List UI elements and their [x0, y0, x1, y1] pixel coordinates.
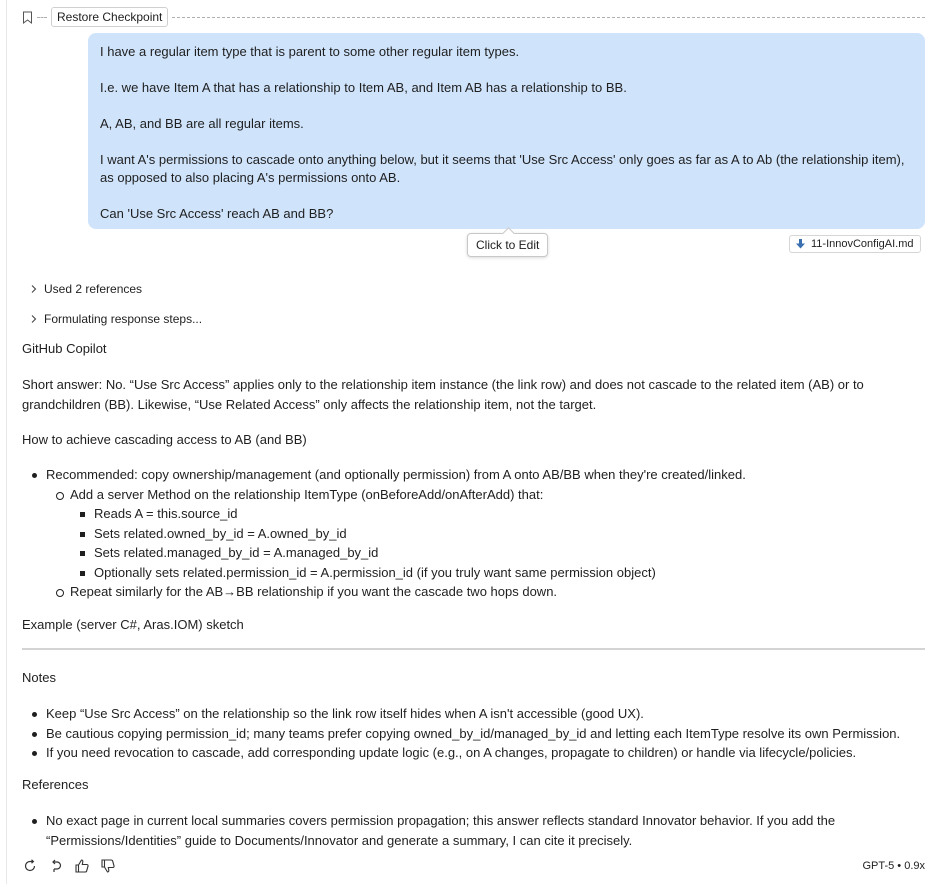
list-item: Optionally sets related.permission_id = A.permission_id (if you truly want same permission object) [70, 563, 925, 583]
attachment-chip[interactable] [789, 235, 921, 253]
checkpoint-row [22, 7, 925, 27]
user-message-paragraph: A, AB, and BB are all regular items. [100, 116, 304, 131]
response-footer [22, 856, 925, 876]
click-to-edit-tooltip: Click to Edit [467, 233, 548, 257]
recommended-text: Recommended: copy ownership/management (and optionally permission) from A onto AB/BB when they're created/linked. [46, 467, 746, 482]
list-item: Be cautious copying permission_id; many teams prefer copying owned_by_id/managed_by_id and letting each ItemType resolve its own Permission. [22, 724, 925, 744]
user-message-paragraph: Can 'Use Src Access' reach AB and BB? [100, 206, 334, 221]
checkpoint-dash [37, 17, 47, 18]
short-answer: Short answer: No. “Use Src Access” applies only to the relationship item instance (the link row) and does not cascade to the related item (AB) or to grandchildren (BB). Likewise, “Use Related Access” only affects the relationship item, not the target. [22, 377, 864, 412]
checkpoint-line [172, 17, 925, 18]
user-message-paragraph: I have a regular item type that is parent to some other regular item types. [100, 44, 520, 59]
chevron-right-icon [28, 283, 40, 295]
used-references-label: Used 2 references [44, 282, 143, 296]
how-to-heading: How to achieve cascading access to AB (and BB) [22, 432, 307, 447]
notes-list [22, 704, 925, 763]
references-list [22, 811, 925, 850]
chevron-right-icon [28, 313, 40, 325]
bookmark-icon[interactable] [22, 11, 33, 24]
response-author: GitHub Copilot [22, 341, 107, 356]
download-arrow-icon [796, 239, 805, 249]
user-message-paragraph: I.e. we have Item A that has a relationship to Item AB, and Item AB has a relationship to BB. [100, 80, 627, 95]
list-item: Sets related.owned_by_id = A.owned_by_id [70, 524, 925, 544]
list-item [46, 485, 925, 583]
used-references-toggle[interactable] [28, 282, 142, 296]
notes-heading: Notes [22, 670, 56, 685]
response-heading [22, 430, 925, 450]
user-message-paragraph: I want A's permissions to cascade onto anything below, but it seems that 'Use Src Access' only goes as far as A to Ab (the relationship item), as opposed to also placing A's permissions onto AB. [100, 152, 905, 185]
thumbs-up-icon[interactable] [74, 858, 90, 874]
references-heading: References [22, 777, 89, 792]
list-item [22, 465, 925, 602]
recommendation-list [22, 465, 925, 602]
example-text: Example (server C#, Aras.IOM) sketch [22, 617, 244, 632]
list-item: Repeat similarly for the AB→BB relationship if you want the cascade two hops down. [46, 582, 925, 602]
response-body [22, 375, 925, 414]
references-section [22, 775, 925, 795]
response-steps-label: Formulating response steps... [44, 312, 203, 326]
restore-checkpoint-button[interactable]: Restore Checkpoint [51, 7, 168, 27]
model-indicator[interactable]: GPT-5 • 0.9x [862, 860, 925, 872]
divider [22, 648, 925, 650]
response-steps-toggle[interactable] [28, 312, 202, 326]
left-border [6, 0, 7, 884]
list-item: If you need revocation to cascade, add corresponding update logic (e.g., on A changes, propagate to children) or handle via lifecycle/policies. [22, 743, 925, 763]
notes-section [22, 668, 925, 688]
thumbs-down-icon[interactable] [100, 858, 116, 874]
list-item: Sets related.managed_by_id = A.managed_by_id [70, 543, 925, 563]
add-method-text: Add a server Method on the relationship ItemType (onBeforeAdd/onAfterAdd) that: [70, 486, 544, 502]
undo-icon[interactable] [48, 858, 64, 874]
example-line [22, 615, 925, 635]
list-item: Reads A = this.source_id [70, 504, 925, 524]
list-item: Keep “Use Src Access” on the relationship so the link row itself hides when A isn't accessible (good UX). [22, 704, 925, 724]
user-message-bubble[interactable] [88, 33, 925, 229]
attachment-filename: 11-InnovConfigAI.md [811, 238, 914, 250]
list-item: No exact page in current local summaries covers permission propagation; this answer reflects standard Innovator behavior. If you add the “Permissions/Identities” guide to Documents/Innovator and generate a summary, I can cite it precisely. [22, 811, 925, 850]
retry-icon[interactable] [22, 858, 38, 874]
